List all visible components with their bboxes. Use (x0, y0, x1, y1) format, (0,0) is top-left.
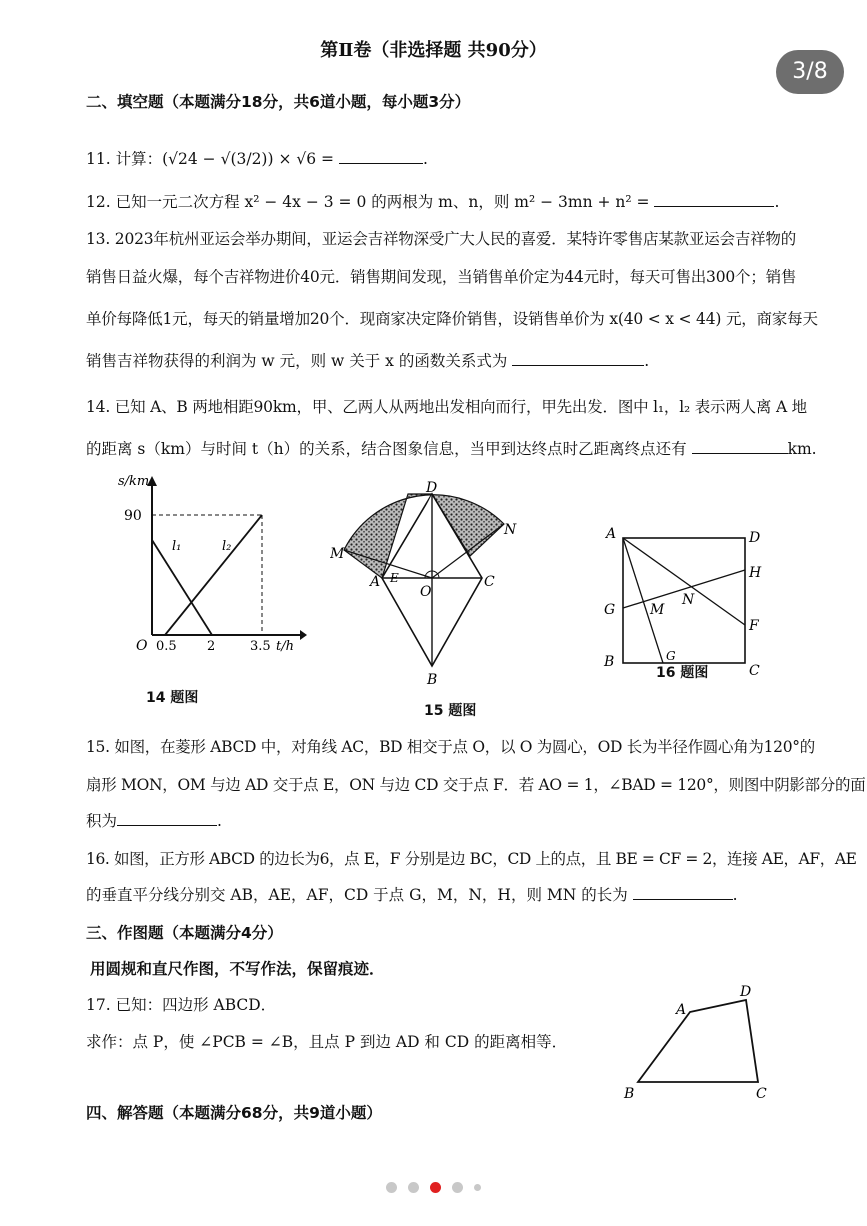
figure-16-square (598, 520, 778, 680)
y-axis-label: s/km (118, 474, 150, 489)
question-13-line-4 (86, 349, 649, 371)
label-l2: l₂ (222, 539, 232, 554)
label-G-bottom: G (666, 649, 676, 663)
y-tick-90: 90 (124, 508, 142, 524)
label-l1: l₁ (172, 539, 182, 554)
label-D: D (740, 984, 752, 1000)
question-14-line-2 (86, 437, 817, 459)
label-F: F (749, 618, 759, 634)
page-title: 第Ⅱ卷（非选择题 共90分） (320, 40, 547, 61)
question-14-text: 的距离 s（km）与时间 t（h）的关系，结合图象信息，当甲到达终点时乙距离终点还有 (86, 440, 687, 458)
question-15-line-1: 15. 如图，在菱形 ABCD 中，对角线 AC，BD 相交于点 O，以 O 为圆心，OD 长为半径作圆心角为120°的 (86, 738, 815, 756)
x-axis-label: t/h (276, 639, 294, 654)
page-dot-1[interactable] (386, 1182, 397, 1193)
answer-blank-11[interactable] (339, 149, 423, 164)
question-17-line-1: 17. 已知：四边形 ABCD． (86, 996, 277, 1014)
answer-blank-16[interactable] (633, 885, 733, 900)
figure-14-caption: 14 题图 (146, 690, 199, 706)
question-12 (86, 190, 779, 212)
figure-16-caption: 16 题图 (656, 665, 709, 681)
question-13-text: 销售吉祥物获得的利润为 w 元，则 w 关于 x 的函数关系式为 (86, 352, 508, 370)
section-construction-heading: 三、作图题（本题满分4分） (86, 924, 283, 942)
question-13-line-2: 销售日益火爆，每个吉祥物进价40元．销售期间发现，当销售单价定为44元时，每天可售出300个；销售 (86, 268, 797, 286)
question-14-unit: km. (787, 440, 817, 458)
figure-15-rhombus (330, 478, 520, 698)
label-A: A (606, 526, 617, 542)
label-B: B (427, 672, 438, 688)
figure-15-caption: 15 题图 (424, 703, 477, 719)
label-M: M (650, 602, 665, 618)
label-C: C (756, 1086, 767, 1102)
label-O: O (420, 584, 432, 600)
page-dot-2[interactable] (408, 1182, 419, 1193)
label-B: B (624, 1086, 635, 1102)
question-15-line-3 (86, 809, 222, 831)
label-N: N (682, 592, 695, 608)
label-A: A (676, 1002, 687, 1018)
question-13-line-3: 单价每降低1元，每天的销量增加20个．现商家决定降价销售，设销售单价为 x(40 < x < 44) 元，商家每天 (86, 310, 818, 328)
origin-label: O (136, 638, 148, 654)
question-15-end: . (217, 812, 222, 830)
question-16-text: 的垂直平分线分别交 AB，AE，AF，CD 于点 G，M，N，H，则 MN 的长为 (86, 886, 628, 904)
question-11-text: 11. 计算：(√24 − √(3/2)) × √6 = (86, 150, 335, 168)
label-G: G (604, 602, 616, 618)
label-H: H (749, 565, 762, 581)
x-tick-2: 2 (207, 639, 216, 654)
question-12-text: 12. 已知一元二次方程 x² − 4x − 3 = 0 的两根为 m、n，则 m² − 3mn + n² = (86, 193, 650, 211)
question-16-line-1: 16. 如图，正方形 ABCD 的边长为6，点 E，F 分别是边 BC，CD 上的点，且 BE = CF = 2，连接 AE，AF，AE (86, 850, 857, 868)
segment-ae (623, 538, 663, 663)
question-17-line-2: 求作：点 P，使 ∠PCB = ∠B，且点 P 到边 AD 和 CD 的距离相等． (86, 1033, 568, 1051)
line-l2 (165, 515, 262, 635)
quadrilateral-abcd (638, 1000, 758, 1082)
segment-af (623, 538, 745, 625)
figure-17-quadrilateral (618, 982, 778, 1102)
question-16-end: . (732, 886, 738, 904)
label-N: N (504, 522, 517, 538)
label-D: D (426, 480, 438, 496)
label-E: E (390, 571, 399, 585)
figure-14-graph (100, 470, 310, 660)
question-13-line-1: 13. 2023年杭州亚运会举办期间，亚运会吉祥物深受广大人民的喜爱．某特许零售店某款亚运会吉祥物的 (86, 230, 797, 248)
question-15-line-2: 扇形 MON，OM 与边 AD 交于点 E，ON 与边 CD 交于点 F．若 AO = 1，∠BAD = 120°，则图中阴影部分的面 (86, 776, 866, 794)
page-dot-5[interactable] (474, 1184, 481, 1191)
answer-blank-14[interactable] (692, 439, 788, 454)
question-15-text: 积为 (86, 812, 118, 830)
label-M: M (330, 546, 345, 562)
label-C: C (749, 663, 760, 679)
page-indicator[interactable]: 3/8 (776, 50, 844, 94)
question-16-line-2 (86, 883, 738, 905)
question-13-end: . (644, 352, 650, 370)
x-tick-35: 3.5 (250, 639, 271, 654)
answer-blank-12[interactable] (654, 192, 774, 207)
label-A: A (370, 574, 381, 590)
question-12-end: . (774, 193, 780, 211)
question-11-end: . (422, 150, 428, 168)
x-axis-arrow (300, 630, 307, 640)
section-fill-blank-heading: 二、填空题（本题满分18分，共6道小题，每小题3分） (86, 93, 471, 111)
page-dots[interactable] (0, 1177, 867, 1196)
answer-blank-13[interactable] (512, 351, 644, 366)
x-tick-05: 0.5 (156, 639, 177, 654)
section-solve-heading: 四、解答题（本题满分68分，共9道小题） (86, 1104, 382, 1122)
answer-blank-15[interactable] (117, 811, 217, 826)
question-14-line-1: 14. 已知 A、B 两地相距90km，甲、乙两人从两地出发相向而行，甲先出发．图中 l₁，l₂ 表示两人离 A 地 (86, 398, 807, 416)
label-C: C (484, 574, 495, 590)
page-dot-3-active[interactable] (430, 1182, 441, 1193)
page-dot-4[interactable] (452, 1182, 463, 1193)
label-D: D (749, 530, 761, 546)
question-11 (86, 147, 428, 169)
label-B: B (604, 654, 615, 670)
construction-instructions: 用圆规和直尺作图，不写作法，保留痕迹． (90, 959, 385, 978)
